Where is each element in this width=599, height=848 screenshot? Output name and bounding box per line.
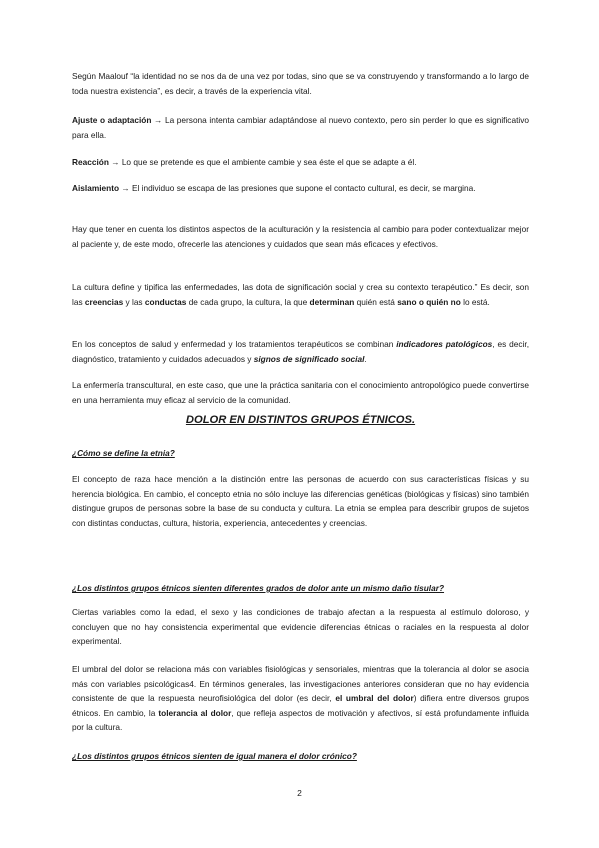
bold-sano: sano o quién no [397,296,461,307]
text-run: , que refleja aspectos de motivación y afectivos, sí está profundamente influida por la cultura. [72,707,529,733]
question-grados-dolor: ¿Los distintos grupos étnicos sienten diferentes grados de dolor ante un mismo daño tisular? [72,583,445,593]
question-etnia: ¿Cómo se define la etnia? [72,448,175,458]
text-run: , es decir, diagnóstico, tratamiento y cuidados adecuados y [72,339,529,364]
paragraph-conceptos [72,337,529,366]
paragraph-cultura [72,280,529,309]
paragraph-umbral [72,662,529,735]
definition-aislamiento: El individuo se escapa de las presiones que supone el contacto cultural, es decir, se margina. [131,183,476,193]
text-run: El umbral del dolor se relaciona más con variables fisiológicas y sensoriales, mientras que la tolerancia al dolor se asocia más con variables psicológicas4. En términos generales, las investigaciones anteriores consideran que no hay evidencia consistente de que la respuesta neurofisiológica del dolor (es decir, [72,664,529,704]
paragraph-maalouf: Según Maalouf “la identidad no se nos da de una vez por todas, sino que se va construyendo y transformando a lo largo de toda nuestra existencia”, es decir, a través de la experiencia vital. [72,71,529,96]
bold-determinan: determinan [309,296,355,307]
definition-ajuste: La persona intenta cambiar adaptándose al nuevo contexto, pero sin perder lo que es significativo para ella. [72,115,529,140]
paragraph-transcultural: La enfermería transcultural, en este caso, que une la práctica sanitaria con el conocimiento antropológico puede convertirse en una herramienta muy eficaz al servicio de la comunidad. [72,380,529,405]
bold-italic-indicadores: indicadores patológicos [396,339,493,349]
bold-creencias: creencias [84,296,124,307]
arrow-icon: → [108,157,122,167]
paragraph-aislamiento [72,181,529,196]
paragraph-raza: El concepto de raza hace mención a la distinción entre las personas de acuerdo con sus características físicas y su herencia biológica. En cambio, el concepto etnia no sólo incluye las diferencias genéticas (biológicas y físicas) sino también distingue grupos de personas sobre la base de su conducta y cultura. La etnia se emplea para describir grupos de sujetos con distintas conductas, cultura, historia, experiencia, antecedentes y creencias. [72,474,529,528]
paragraph-reaccion [72,155,529,170]
bold-italic-signos: signos de significado social [253,353,365,364]
paragraph-ajuste [72,113,529,142]
text-run: y las [123,296,145,307]
arrow-icon: → [151,115,165,125]
bold-umbral: el umbral del dolor [335,693,414,704]
term-aislamiento: Aislamiento [72,183,120,193]
text-run: quién está [354,296,398,307]
text-run: . [364,353,367,364]
question-dolor-cronico: ¿Los distintos grupos étnicos sienten de igual manera el dolor crónico? [72,751,357,761]
text-run: de cada grupo, la cultura, la que [186,296,310,307]
bold-conductas: conductas [144,296,187,307]
definition-reaccion: Lo que se pretende es que el ambiente cambie y sea éste el que se adapte a él. [121,157,417,167]
paragraph-aculturacion: Hay que tener en cuenta los distintos aspectos de la aculturación y la resistencia al cambio para poder contextualizar mejor al paciente y, de este modo, ofrecerle las atenciones y cuidados que sean más eficaces y efectivos. [72,224,529,249]
page-number: 2 [297,788,302,798]
section-heading: DOLOR EN DISTINTOS GRUPOS ÉTNICOS. [185,414,416,426]
text-run: ) difiera entre diversos grupos étnicos. En cambio, la [72,693,529,718]
text-run: En los conceptos de salud y enfermedad y los tratamientos terapéuticos se combinan [72,339,397,349]
paragraph-variables: Ciertas variables como la edad, el sexo y las condiciones de trabajo afectan a la respuesta al estímulo doloroso, y concluyen que no hay consistencia experimental que evidencie diferencias étnicas o raciales en la respuesta al dolor experimental. [72,607,529,647]
term-ajuste: Ajuste o adaptación [72,115,152,125]
text-run: La cultura define y tipifica las enfermedades, las dota de significación social y crea su contexto terapéutico.” Es decir, son las [72,282,529,307]
arrow-icon: → [119,183,132,193]
text-run: lo está. [460,296,490,307]
term-reaccion: Reacción [72,157,109,167]
bold-tolerancia: tolerancia al dolor [158,707,232,718]
